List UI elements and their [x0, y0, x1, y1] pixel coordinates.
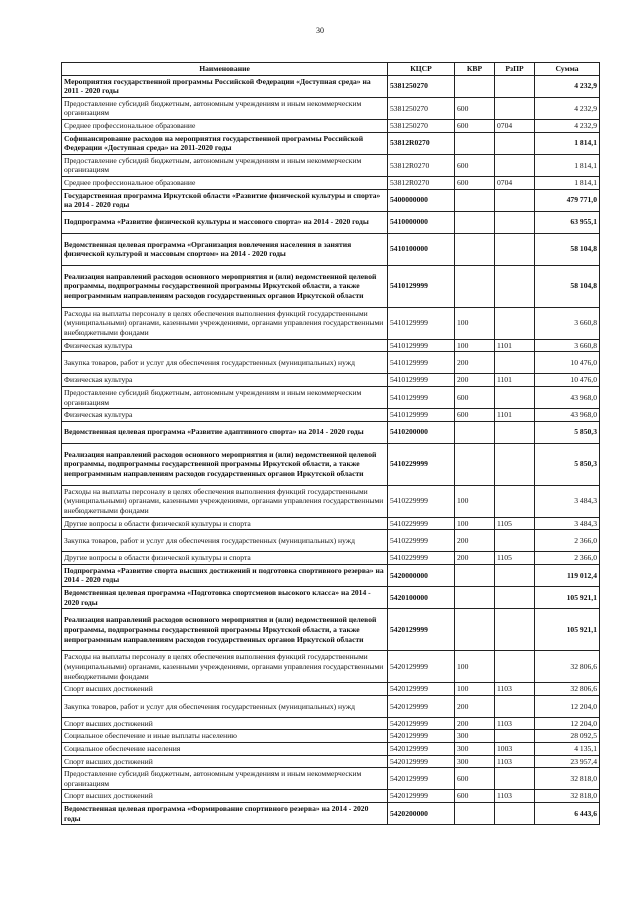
- kcsr-cell: 5420129999: [388, 683, 455, 696]
- kcsr-cell: 5420200000: [388, 803, 455, 825]
- sum-cell: 2 366,0: [535, 552, 600, 565]
- kvr-cell: [455, 587, 495, 609]
- table-row: [62, 790, 600, 803]
- rzpr-cell: [495, 233, 535, 265]
- column-header-rzpr: РзПР: [495, 63, 535, 76]
- kvr-cell: 200: [455, 352, 495, 374]
- kvr-cell: 200: [455, 695, 495, 717]
- table-row: [62, 564, 600, 586]
- table-row: [62, 768, 600, 790]
- row-name-cell: Ведомственная целевая программа «Формирование спортивного резерва» на 2014 - 2020 годы: [62, 803, 388, 825]
- sum-cell: 3 660,8: [535, 339, 600, 352]
- row-name-cell: Среднее профессиональное образование: [62, 176, 388, 189]
- sum-cell: 32 806,6: [535, 651, 600, 683]
- rzpr-cell: [495, 352, 535, 374]
- kcsr-cell: 5420129999: [388, 743, 455, 756]
- sum-cell: 1 814,1: [535, 176, 600, 189]
- kcsr-cell: 5420129999: [388, 755, 455, 768]
- row-name-cell: Социальное обеспечение и иные выплаты населению: [62, 730, 388, 743]
- table-row: [62, 233, 600, 265]
- sum-cell: 4 232,9: [535, 97, 600, 119]
- table-row: [62, 211, 600, 233]
- row-name-cell: Спорт высших достижений: [62, 755, 388, 768]
- kcsr-cell: 5381250270: [388, 97, 455, 119]
- sum-cell: 119 012,4: [535, 564, 600, 586]
- kvr-cell: [455, 189, 495, 211]
- rzpr-cell: [495, 609, 535, 651]
- row-name-cell: Расходы на выплаты персоналу в целях обеспечения выполнения функций государственными (муниципальными) органами, казенными учреждениями, органами управления государственными внебюджетными фондами: [62, 485, 388, 517]
- sum-cell: 32 806,6: [535, 683, 600, 696]
- row-name-cell: Ведомственная целевая программа «Подготовка спортсменов высокого класса» на 2014 - 2020 годы: [62, 587, 388, 609]
- sum-cell: 32 818,0: [535, 768, 600, 790]
- kvr-cell: [455, 75, 495, 97]
- rzpr-cell: 0704: [495, 119, 535, 132]
- sum-cell: 58 104,8: [535, 265, 600, 307]
- sum-cell: 105 921,1: [535, 587, 600, 609]
- rzpr-cell: [495, 265, 535, 307]
- rzpr-cell: [495, 485, 535, 517]
- table-row: [62, 587, 600, 609]
- rzpr-cell: [495, 651, 535, 683]
- kcsr-cell: 53812R0270: [388, 176, 455, 189]
- table-row: [62, 695, 600, 717]
- table-row: [62, 485, 600, 517]
- kcsr-cell: 53812R0270: [388, 154, 455, 176]
- rzpr-cell: [495, 587, 535, 609]
- kcsr-cell: 5410129999: [388, 386, 455, 408]
- row-name-cell: Предоставление субсидий бюджетным, автономным учреждениям и иным некоммерческим организациям: [62, 154, 388, 176]
- sum-cell: 43 968,0: [535, 409, 600, 422]
- kcsr-cell: 5420129999: [388, 730, 455, 743]
- table-row: [62, 119, 600, 132]
- row-name-cell: Реализация направлений расходов основного мероприятия и (или) ведомственной целевой программы, подпрограммы государственной программы Иркутской области, а также непрограммным направлениям расходов государственных органов Иркутской области: [62, 265, 388, 307]
- row-name-cell: Подпрограмма «Развитие спорта высших достижений и подготовка спортивного резерва» на 2014 - 2020 годы: [62, 564, 388, 586]
- row-name-cell: Спорт высших достижений: [62, 790, 388, 803]
- row-name-cell: Ведомственная целевая программа «Развитие адаптивного спорта» на 2014 - 2020 годы: [62, 421, 388, 443]
- rzpr-cell: [495, 189, 535, 211]
- kvr-cell: 200: [455, 530, 495, 552]
- kcsr-cell: 5420129999: [388, 790, 455, 803]
- rzpr-cell: 1101: [495, 339, 535, 352]
- sum-cell: 5 850,3: [535, 421, 600, 443]
- sum-cell: 3 484,3: [535, 517, 600, 530]
- budget-table: [61, 62, 600, 825]
- rzpr-cell: 0704: [495, 176, 535, 189]
- sum-cell: 12 204,0: [535, 695, 600, 717]
- rzpr-cell: 1003: [495, 743, 535, 756]
- table-row: [62, 743, 600, 756]
- kvr-cell: [455, 265, 495, 307]
- kvr-cell: 600: [455, 768, 495, 790]
- kvr-cell: 600: [455, 386, 495, 408]
- kvr-cell: [455, 233, 495, 265]
- kcsr-cell: 53812R0270: [388, 132, 455, 154]
- row-name-cell: Другие вопросы в области физической культуры и спорта: [62, 517, 388, 530]
- kcsr-cell: 5420129999: [388, 717, 455, 730]
- sum-cell: 1 814,1: [535, 132, 600, 154]
- table-row: [62, 683, 600, 696]
- rzpr-cell: 1103: [495, 790, 535, 803]
- table-row: [62, 409, 600, 422]
- table-row: [62, 352, 600, 374]
- sum-cell: 32 818,0: [535, 790, 600, 803]
- kcsr-cell: 5410129999: [388, 339, 455, 352]
- kvr-cell: 200: [455, 552, 495, 565]
- kvr-cell: 600: [455, 154, 495, 176]
- table-header-row: [62, 63, 600, 76]
- table-row: [62, 75, 600, 97]
- row-name-cell: Закупка товаров, работ и услуг для обеспечения государственных (муниципальных) нужд: [62, 530, 388, 552]
- rzpr-cell: [495, 530, 535, 552]
- row-name-cell: Предоставление субсидий бюджетным, автономным учреждениям и иным некоммерческим организациям: [62, 97, 388, 119]
- table-row: [62, 651, 600, 683]
- table-row: [62, 803, 600, 825]
- table-row: [62, 97, 600, 119]
- row-name-cell: Закупка товаров, работ и услуг для обеспечения государственных (муниципальных) нужд: [62, 352, 388, 374]
- kcsr-cell: 5410200000: [388, 421, 455, 443]
- sum-cell: 4 232,9: [535, 119, 600, 132]
- row-name-cell: Среднее профессиональное образование: [62, 119, 388, 132]
- table-row: [62, 421, 600, 443]
- kvr-cell: 100: [455, 651, 495, 683]
- kcsr-cell: 5410100000: [388, 233, 455, 265]
- kvr-cell: 200: [455, 717, 495, 730]
- column-header-name: Наименование: [62, 63, 388, 76]
- table-row: [62, 552, 600, 565]
- table-row: [62, 265, 600, 307]
- kvr-cell: 100: [455, 307, 495, 339]
- table-row: [62, 517, 600, 530]
- table-row: [62, 307, 600, 339]
- row-name-cell: Социальное обеспечение населения: [62, 743, 388, 756]
- kvr-cell: 600: [455, 119, 495, 132]
- rzpr-cell: [495, 443, 535, 485]
- sum-cell: 479 771,0: [535, 189, 600, 211]
- table-row: [62, 730, 600, 743]
- row-name-cell: Закупка товаров, работ и услуг для обеспечения государственных (муниципальных) нужд: [62, 695, 388, 717]
- kvr-cell: [455, 211, 495, 233]
- rzpr-cell: 1103: [495, 683, 535, 696]
- kcsr-cell: 5410000000: [388, 211, 455, 233]
- kvr-cell: 100: [455, 485, 495, 517]
- sum-cell: 3 484,3: [535, 485, 600, 517]
- rzpr-cell: [495, 132, 535, 154]
- row-name-cell: Расходы на выплаты персоналу в целях обеспечения выполнения функций государственными (муниципальными) органами, казенными учреждениями, органами управления государственными внебюджетными фондами: [62, 651, 388, 683]
- kcsr-cell: 5410129999: [388, 352, 455, 374]
- rzpr-cell: [495, 154, 535, 176]
- kcsr-cell: 5410229999: [388, 552, 455, 565]
- row-name-cell: Государственная программа Иркутской области «Развитие физической культуры и спорта» на 2014 - 2020 годы: [62, 189, 388, 211]
- column-header-sum: Сумма: [535, 63, 600, 76]
- table-row: [62, 176, 600, 189]
- row-name-cell: Реализация направлений расходов основного мероприятия и (или) ведомственной целевой программы, подпрограммы государственной программы Иркутской области, а также непрограммным направлениям расходов государственных органов Иркутской области: [62, 443, 388, 485]
- kvr-cell: 100: [455, 683, 495, 696]
- row-name-cell: Реализация направлений расходов основного мероприятия и (или) ведомственной целевой программы, подпрограммы государственной программы Иркутской области, а также непрограммным направлениям расходов государственных органов Иркутской области: [62, 609, 388, 651]
- rzpr-cell: [495, 97, 535, 119]
- table-body: [62, 75, 600, 825]
- kvr-cell: 200: [455, 374, 495, 387]
- kcsr-cell: 5420129999: [388, 609, 455, 651]
- kcsr-cell: 5410129999: [388, 265, 455, 307]
- kcsr-cell: 5420100000: [388, 587, 455, 609]
- kcsr-cell: 5410229999: [388, 530, 455, 552]
- kvr-cell: 300: [455, 743, 495, 756]
- sum-cell: 4 232,9: [535, 75, 600, 97]
- kcsr-cell: 5381250270: [388, 75, 455, 97]
- kcsr-cell: 5381250270: [388, 119, 455, 132]
- sum-cell: 5 850,3: [535, 443, 600, 485]
- table-row: [62, 443, 600, 485]
- table-row: [62, 339, 600, 352]
- table-row: [62, 189, 600, 211]
- rzpr-cell: 1105: [495, 552, 535, 565]
- kcsr-cell: 5420000000: [388, 564, 455, 586]
- sum-cell: 63 955,1: [535, 211, 600, 233]
- sum-cell: 10 476,0: [535, 374, 600, 387]
- row-name-cell: Подпрограмма «Развитие физической культуры и массового спорта» на 2014 - 2020 годы: [62, 211, 388, 233]
- kcsr-cell: 5420129999: [388, 651, 455, 683]
- column-header-kcsr: КЦСР: [388, 63, 455, 76]
- table-row: [62, 386, 600, 408]
- table-row: [62, 717, 600, 730]
- row-name-cell: Предоставление субсидий бюджетным, автономным учреждениям и иным некоммерческим организациям: [62, 768, 388, 790]
- table-row: [62, 530, 600, 552]
- table-row: [62, 132, 600, 154]
- sum-cell: 3 660,8: [535, 307, 600, 339]
- sum-cell: 10 476,0: [535, 352, 600, 374]
- sum-cell: 4 135,1: [535, 743, 600, 756]
- table-row: [62, 755, 600, 768]
- row-name-cell: Предоставление субсидий бюджетным, автономным учреждениям и иным некоммерческим организациям: [62, 386, 388, 408]
- page-number: 30: [316, 26, 324, 35]
- column-header-kvr: КВР: [455, 63, 495, 76]
- rzpr-cell: 1101: [495, 374, 535, 387]
- table-row: [62, 609, 600, 651]
- sum-cell: 1 814,1: [535, 154, 600, 176]
- kcsr-cell: 5410229999: [388, 443, 455, 485]
- row-name-cell: Спорт высших достижений: [62, 717, 388, 730]
- kvr-cell: 300: [455, 755, 495, 768]
- kcsr-cell: 5420129999: [388, 695, 455, 717]
- kcsr-cell: 5410129999: [388, 307, 455, 339]
- rzpr-cell: [495, 695, 535, 717]
- kcsr-cell: 5410129999: [388, 374, 455, 387]
- sum-cell: 28 092,5: [535, 730, 600, 743]
- kcsr-cell: 5410129999: [388, 409, 455, 422]
- kvr-cell: 600: [455, 790, 495, 803]
- row-name-cell: Физическая культура: [62, 409, 388, 422]
- rzpr-cell: 1105: [495, 517, 535, 530]
- row-name-cell: Расходы на выплаты персоналу в целях обеспечения выполнения функций государственными (муниципальными) органами, казенными учреждениями, органами управления государственными внебюджетными фондами: [62, 307, 388, 339]
- kvr-cell: 100: [455, 339, 495, 352]
- kvr-cell: [455, 421, 495, 443]
- rzpr-cell: [495, 768, 535, 790]
- row-name-cell: Физическая культура: [62, 374, 388, 387]
- sum-cell: 43 968,0: [535, 386, 600, 408]
- row-name-cell: Мероприятия государственной программы Российской Федерации «Доступная среда» на 2011 - 2020 годы: [62, 75, 388, 97]
- rzpr-cell: [495, 386, 535, 408]
- rzpr-cell: [495, 307, 535, 339]
- rzpr-cell: [495, 75, 535, 97]
- rzpr-cell: 1101: [495, 409, 535, 422]
- row-name-cell: Ведомственная целевая программа «Организация вовлечения населения в занятия физической культурой и массовым спортом» на 2014 - 2020 годы: [62, 233, 388, 265]
- row-name-cell: Спорт высших достижений: [62, 683, 388, 696]
- kvr-cell: [455, 564, 495, 586]
- rzpr-cell: [495, 421, 535, 443]
- row-name-cell: Софинансирование расходов на мероприятия государственной программы Российской Федерации «Доступная среда» на 2011-2020 годы: [62, 132, 388, 154]
- rzpr-cell: 1103: [495, 717, 535, 730]
- row-name-cell: Другие вопросы в области физической культуры и спорта: [62, 552, 388, 565]
- rzpr-cell: [495, 803, 535, 825]
- kvr-cell: 600: [455, 409, 495, 422]
- kvr-cell: [455, 609, 495, 651]
- rzpr-cell: [495, 211, 535, 233]
- sum-cell: 12 204,0: [535, 717, 600, 730]
- kvr-cell: 300: [455, 730, 495, 743]
- kcsr-cell: 5420129999: [388, 768, 455, 790]
- kvr-cell: [455, 443, 495, 485]
- kvr-cell: [455, 803, 495, 825]
- kvr-cell: 600: [455, 97, 495, 119]
- sum-cell: 6 443,6: [535, 803, 600, 825]
- rzpr-cell: [495, 730, 535, 743]
- sum-cell: 2 366,0: [535, 530, 600, 552]
- rzpr-cell: [495, 564, 535, 586]
- kcsr-cell: 5410229999: [388, 517, 455, 530]
- kvr-cell: 100: [455, 517, 495, 530]
- kcsr-cell: 5400000000: [388, 189, 455, 211]
- sum-cell: 105 921,1: [535, 609, 600, 651]
- table-row: [62, 154, 600, 176]
- kvr-cell: 600: [455, 176, 495, 189]
- kvr-cell: [455, 132, 495, 154]
- sum-cell: 58 104,8: [535, 233, 600, 265]
- rzpr-cell: 1103: [495, 755, 535, 768]
- kcsr-cell: 5410229999: [388, 485, 455, 517]
- sum-cell: 23 957,4: [535, 755, 600, 768]
- row-name-cell: Физическая культура: [62, 339, 388, 352]
- table-row: [62, 374, 600, 387]
